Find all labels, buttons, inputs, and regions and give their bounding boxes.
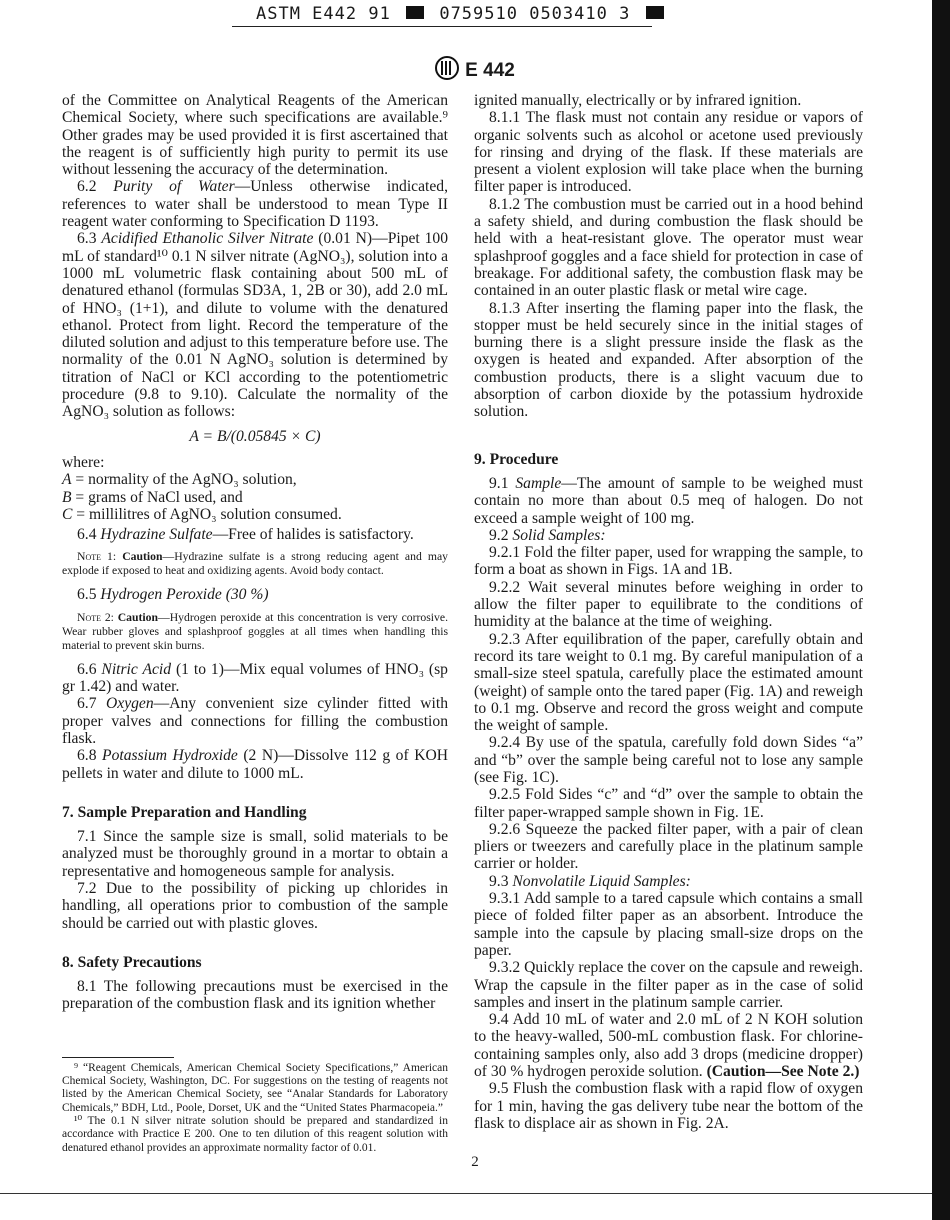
document-code-line — [256, 4, 676, 28]
paragraph: ignited manually, electrically or by infrared ignition. — [474, 92, 802, 109]
left-column — [62, 92, 448, 1155]
section-9-2-1: 9.2.1 Fold the filter paper, used for wrapping the sample, to form a boat as shown in Figs. 1A and 1B. — [474, 544, 863, 579]
paragraph: of the Committee on Analytical Reagents of the American Chemical Society, where such specifications are available.⁹ Other grades may be used provided it is first ascertained that the reagent is of sufficiently high purity to permit its use without lessening the accuracy of the determination. — [62, 92, 448, 179]
definition-a: A = normality of the AgNO₃ solution, — [62, 471, 297, 489]
section-9-2-3: 9.2.3 After equilibration of the paper, carefully obtain and record its tare weight to 0.1 mg. By careful manipulation of a small-size steel spatula, carefully place the estimated amount (weight) of sample onto the tared paper (Fig. 1A) and reweigh to 0.1 mg. Observe and record the gross weight and compute the weight of sample. — [474, 630, 863, 735]
page-number: 2 — [471, 1154, 479, 1170]
note-1: Note 1: Caution—Hydrazine sulfate is a strong reducing agent and may explode if exposed to heat and oxidizing agents. Avoid body contact. — [62, 550, 448, 578]
astm-logo-icon — [435, 56, 459, 80]
section-6-8: 6.8 Potassium Hydroxide (2 N)—Dissolve 112 g of KOH pellets in water and dilute to 1000 mL. — [62, 747, 448, 782]
heading-section-8: 8. Safety Precautions — [62, 953, 202, 971]
right-column — [474, 92, 863, 1132]
section-9-2-5: 9.2.5 Fold Sides “c” and “d” over the sample to obtain the filter paper-wrapped sample shown in Fig. 1E. — [474, 786, 863, 821]
definition-b: B = grams of NaCl used, and — [62, 488, 243, 506]
section-6-2: 6.2 Purity of Water—Unless otherwise indicated, references to water shall be understood to mean Type II reagent water conforming to Specification D 1193. — [62, 178, 448, 231]
section-8-1: 8.1 The following precautions must be exercised in the preparation of the combustion flask and its ignition whether — [62, 978, 448, 1013]
section-9-1: 9.1 Sample—The amount of sample to be weighed must contain no more than about 0.5 meq of halogen. Do not exceed a sample weight of 100 mg. — [474, 474, 863, 527]
note-2: Note 2: Caution—Hydrogen peroxide at this concentration is very corrosive. Wear rubber gloves and splashproof goggles at all times when handling this material to prevent skin burns. — [62, 610, 448, 652]
section-9-2-4: 9.2.4 By use of the spatula, carefully fold down Sides “a” and “b” over the sample being careful not to lose any sample (see Fig. 1C). — [474, 734, 863, 786]
section-9-2-6: 9.2.6 Squeeze the packed filter paper, with a pair of clean pliers or tweezers and carefully place in the platinum sample carrier or holder. — [474, 820, 863, 873]
section-9-2-2: 9.2.2 Wait several minutes before weighing in order to allow the filter paper to equilibrate to the conditions of humidity at the balance at the time of weighing. — [474, 578, 863, 631]
section-9-3-2: 9.3.2 Quickly replace the cover on the capsule and reweigh. Wrap the capsule in the filter paper as in the case of solid samples and insert in the platinum sample carrier. — [474, 959, 863, 1011]
section-7-2: 7.2 Due to the possibility of picking up chlorides in handling, all operations prior to combustion of the sample should be carried out with plastic gloves. — [62, 879, 448, 932]
normality-equation: A = B/(0.05845 × C) — [189, 427, 321, 445]
standard-header — [0, 56, 950, 82]
section-6-3: 6.3 Acidified Ethanolic Silver Nitrate (0.01 N)—Pipet 100 mL of standard¹⁰ 0.1 N silver nitrate (AgNO₃), solution into a 1000 mL volumetric flask containing about 500 mL of denatured ethanol (formulas SD3A, 1, 2B or 30), add 2.0 mL of HNO₃ (1+1), and dilute to volume with the denatured ethanol. Protect from light. Record the temperature of the diluted solution and adjust to this temperature before use. The normality of the 0.01 N AgNO₃ solution is determined by titration of NaCl or KCl according to the potentiometric procedure (9.8 to 9.10). Calculate the normality of the AgNO₃ solution as follows: — [62, 230, 448, 421]
section-6-5: 6.5 Hydrogen Peroxide (30 %) — [77, 586, 269, 604]
section-6-4: 6.4 Hydrazine Sulfate—Free of halides is satisfactory. — [77, 526, 414, 544]
section-9-3-1: 9.3.1 Add sample to a tared capsule which contains a small piece of folded filter paper as an absorbent. Introduce the sample into the capsule by placing small-size drops on the paper. — [474, 890, 863, 959]
section-6-7: 6.7 Oxygen—Any convenient size cylinder fitted with proper valves and connections for filling the combustion flask. — [62, 695, 448, 747]
footnote-rule — [62, 1057, 174, 1058]
definition-c: C = millilitres of AgNO₃ solution consumed. — [62, 505, 342, 523]
bottom-rule — [0, 1193, 932, 1194]
where-label: where: — [62, 453, 105, 471]
section-8-1-3: 8.1.3 After inserting the flaming paper into the flask, the stopper must be held securely since in the initial stages of burning there is a slight pressure inside the flask as the oxygen is heated and expanded. After absorption of the combustion products, there is a slight vacuum due to absorption of carbon dioxide by the potassium hydroxide solution. — [474, 299, 863, 421]
section-9-2: 9.2 Solid Samples: — [489, 526, 606, 544]
barcode-block — [646, 6, 664, 19]
heading-section-7: 7. Sample Preparation and Handling — [62, 803, 307, 821]
document-code-prefix: ASTM E442 91 — [256, 4, 391, 24]
footnote-9: ⁹ “Reagent Chemicals, American Chemical Society Specifications,” American Chemical Society, Washington, DC. For suggestions on the testing of reagents not listed by the American Chemical Society, see “Analar Standards for Laboratory Chemicals,” BDH, Ltd., Poole, Dorset, UK and the “United States Pharmacopeia.” — [62, 1061, 448, 1114]
section-9-4: 9.4 Add 10 mL of water and 2.0 mL of 2 N KOH solution to the heavy-walled, 500-mL combustion flask. For chlorine-containing samples only, also add 3 drops (medicine dropper) of 30 % hydrogen peroxide solution. (Caution—See Note 2.) — [474, 1011, 863, 1081]
heading-section-9: 9. Procedure — [474, 450, 559, 468]
barcode-block — [406, 6, 424, 19]
document-code-number: 0759510 0503410 3 — [439, 4, 631, 24]
section-9-3: 9.3 Nonvolatile Liquid Samples: — [489, 872, 691, 890]
standard-designation: E 442 — [465, 60, 515, 81]
section-7-1: 7.1 Since the sample size is small, solid materials to be analyzed must be thoroughly ground in a mortar to obtain a representative and homogeneous sample for analysis. — [62, 828, 448, 880]
footnote-10: ¹⁰ The 0.1 N silver nitrate solution should be prepared and standardized in accordance with Practice E 200. One to ten dilution of this reagent solution with denatured ethanol provides an approximate normality factor of 0.01. — [62, 1114, 448, 1154]
section-8-1-2: 8.1.2 The combustion must be carried out in a hood behind a safety shield, and during combustion the flask should be held with a heat-resistant glove. The operator must wear splashproof goggles and a face shield for protection in case of breakage. For additional safety, the combustion flask may be contained in an outer plastic flask or metal wire cage. — [474, 195, 863, 300]
header-rule — [232, 26, 652, 27]
section-6-6: 6.6 Nitric Acid (1 to 1)—Mix equal volumes of HNO₃ (sp gr 1.42) and water. — [62, 660, 448, 696]
section-8-1-1: 8.1.1 The flask must not contain any residue or vapors of organic solvents such as alcohol or acetone used previously for rinsing and drying of the flask. If these materials are present a violent explosion will take place when the burning filter paper is introduced. — [474, 109, 863, 196]
scan-edge-bar — [932, 0, 950, 1220]
section-9-5: 9.5 Flush the combustion flask with a rapid flow of oxygen for 1 min, having the gas delivery tube near the bottom of the flask to displace air as shown in Fig. 2A. — [474, 1080, 863, 1132]
